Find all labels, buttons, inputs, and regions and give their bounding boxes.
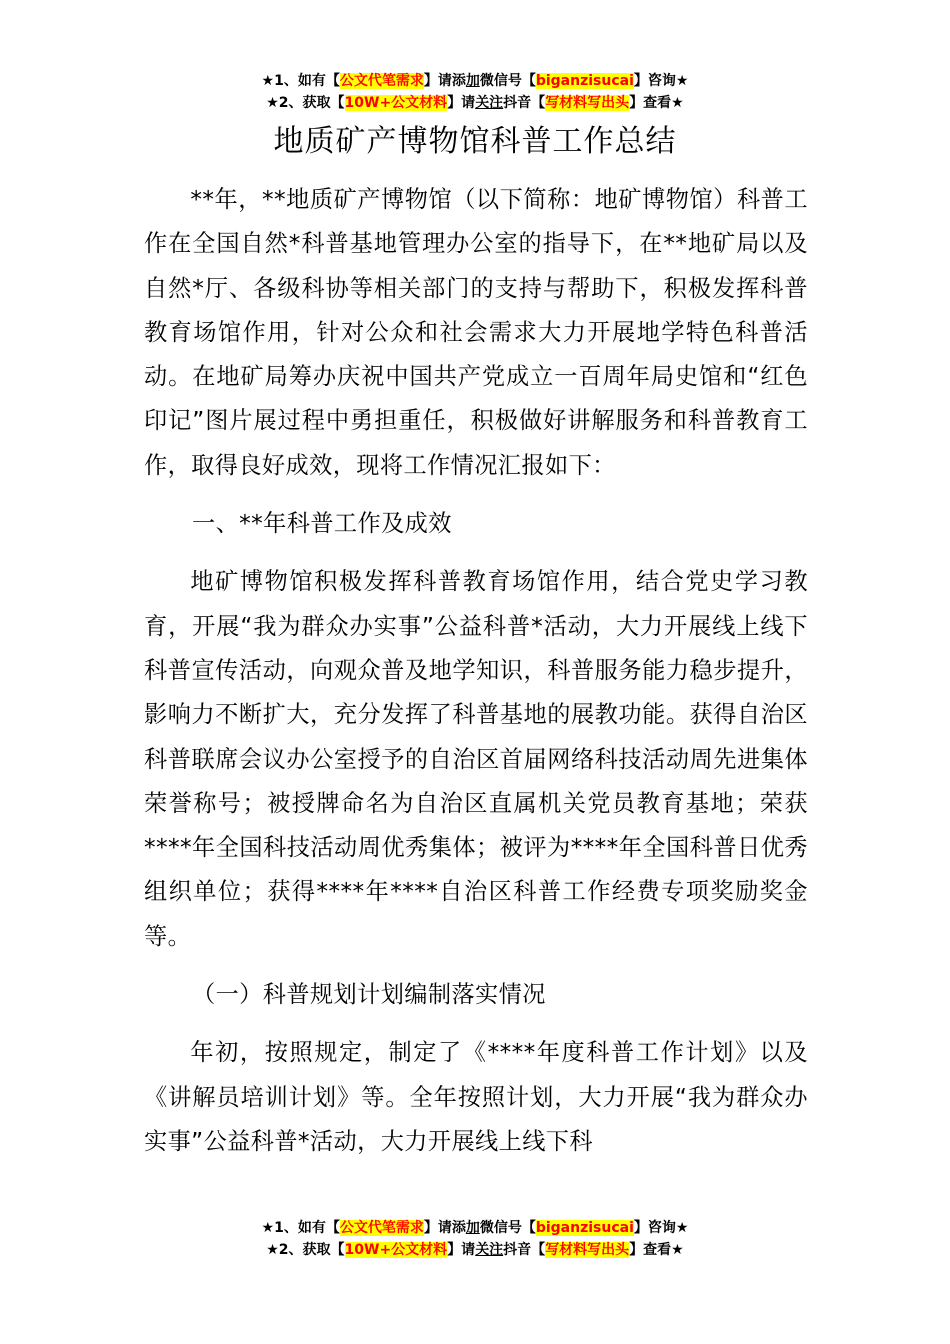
subsection-heading-1: （一）科普规划计划编制落实情况 bbox=[192, 981, 546, 1009]
promo-text: 微信号【 bbox=[479, 73, 536, 89]
paragraph-planning: 年初，按照规定，制定了《****年度科普工作计划》以及《讲解员培训计划》等。全年按照计划，大力开展“我为群众办实事”公益科普*活动，大力开展线上线下科 bbox=[144, 1039, 808, 1155]
promo-line-1 bbox=[0, 1217, 950, 1239]
promo-highlight-wechat-id: biganzisucai bbox=[535, 1220, 634, 1236]
section-heading-1: 一、**年科普工作及成效 bbox=[192, 510, 452, 538]
promo-underline: 加 bbox=[465, 73, 480, 89]
promo-highlight: 公文代笔需求 bbox=[339, 1220, 424, 1236]
promo-text: 微信号【 bbox=[479, 1220, 536, 1236]
promo-text: ★2、获取【 bbox=[266, 95, 345, 111]
promo-highlight: 10W+公文材料 bbox=[344, 95, 448, 111]
promo-banner-bottom bbox=[0, 1217, 950, 1261]
promo-underline: 关注 bbox=[475, 1242, 504, 1258]
promo-highlight-account: 写材料写出头 bbox=[545, 95, 630, 111]
promo-banner-top bbox=[0, 70, 950, 114]
promo-text: 】请 bbox=[447, 95, 476, 111]
promo-text: 】请添 bbox=[423, 73, 466, 89]
promo-line-2 bbox=[0, 92, 950, 114]
promo-text: 】咨询★ bbox=[633, 73, 689, 89]
document-title: 地质矿产博物馆科普工作总结 bbox=[273, 124, 677, 159]
promo-underline: 关注 bbox=[475, 95, 504, 111]
promo-text: ★1、如有【 bbox=[261, 1220, 340, 1236]
promo-highlight: 公文代笔需求 bbox=[339, 73, 424, 89]
promo-underline: 加 bbox=[465, 1220, 480, 1236]
promo-text: 】查看★ bbox=[629, 95, 684, 111]
promo-text: 】请添 bbox=[423, 1220, 466, 1236]
promo-highlight-account: 写材料写出头 bbox=[545, 1242, 630, 1258]
promo-highlight-wechat-id: biganzisucai bbox=[535, 73, 634, 89]
document-body bbox=[144, 178, 808, 1178]
promo-text: 】查看★ bbox=[629, 1242, 684, 1258]
promo-line-2 bbox=[0, 1239, 950, 1261]
paragraph-intro: **年，**地质矿产博物馆（以下简称：地矿博物馆）科普工作在全国自然*科普基地管理办公室的指导下，在**地矿局以及自然*厅、各级科协等相关部门的支持与帮助下，积极发挥科普教育场馆作用，针对公众和社会需求大力开展地学特色科普活动。在地矿局筹办庆祝中国共产党成立一百周年局史馆和“红色印记”图片展过程中勇担重任，积极做好讲解服务和科普教育工作，取得良好成效，现将工作情况汇报如下： bbox=[144, 186, 808, 479]
promo-text: ★1、如有【 bbox=[261, 73, 340, 89]
promo-highlight: 10W+公文材料 bbox=[344, 1242, 448, 1258]
paragraph-achievements: 地矿博物馆积极发挥科普教育场馆作用，结合党史学习教育，开展“我为群众办实事”公益科普*活动，大力开展线上线下科普宣传活动，向观众普及地学知识，科普服务能力稳步提升，影响力不断扩大，充分发挥了科普基地的展教功能。获得自治区科普联席会议办公室授予的自治区首届网络科技活动周先进集体荣誉称号；被授牌命名为自治区直属机关党员教育基地；荣获****年全国科技活动周优秀集体；被评为****年全国科普日优秀组织单位；获得****年****自治区科普工作经费专项奖励奖金等。 bbox=[144, 568, 808, 950]
promo-text: ★2、获取【 bbox=[266, 1242, 345, 1258]
promo-text: 抖音【 bbox=[503, 1242, 546, 1258]
promo-text: 】咨询★ bbox=[633, 1220, 689, 1236]
promo-text: 】请 bbox=[447, 1242, 476, 1258]
promo-line-1 bbox=[0, 70, 950, 92]
promo-text: 抖音【 bbox=[503, 95, 546, 111]
